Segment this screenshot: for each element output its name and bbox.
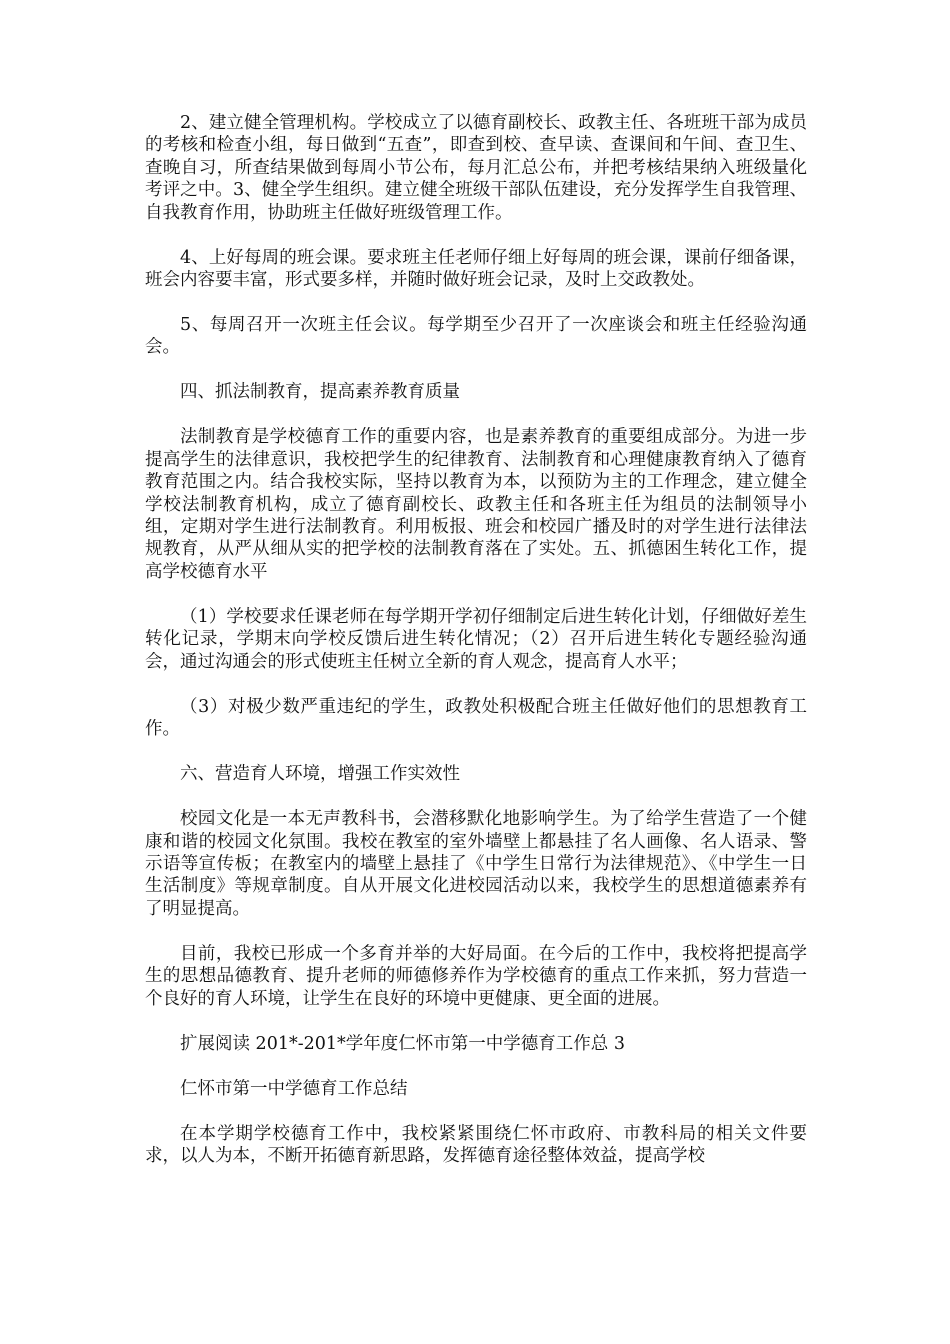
paragraph-conclusion: 目前，我校已形成一个多育并举的大好局面。在今后的工作中，我校将把提高学生的思想品德教育、提升老师的师德修养作为学校德育的重点工作来抓，努力营造一个良好的育人环境，让学生在良好的环境中更健康、更全面的进展。 <box>145 943 807 1009</box>
paragraph-report-intro: 在本学期学校德育工作中，我校紧紧围绕仁怀市政府、市教科局的相关文件要求，以人为本，不断开拓德育新思路，发挥德育途径整体效益，提高学校 <box>145 1123 807 1166</box>
paragraph-management-organization: 2、建立健全管理机构。学校成立了以德育副校长、政教主任、各班班干部为成员的考核和检查小组，每日做到“五查”，即查到校、查早读、查课间和午间、查卫生、查晚自习，所查结果做到每周小节公布，每月汇总公布，并把考核结果纳入班级量化考评之中。3、健全学生组织。建立健全班级干部队伍建设，充分发挥学生自我管理、自我教育作用，协助班主任做好班级管理工作。 <box>145 113 807 223</box>
paragraph-legal-education: 法制教育是学校德育工作的重要内容，也是素养教育的重要组成部分。为进一步提高学生的法律意识，我校把学生的纪律教育、法制教育和心理健康教育纳入了德育教育范围之内。结合我校实际，坚持以教育为本，以预防为主的工作理念，建立健全学校法制教育机构，成立了德育副校长、政教主任和各班主任为组员的法制领导小组，定期对学生进行法制教育。利用板报、班会和校园广播及时的对学生进行法律法规教育，从严从细从实的把学校的法制教育落在了实处。五、抓德困生转化工作，提高学校德育水平 <box>145 427 807 582</box>
paragraph-student-transformation: （1）学校要求任课老师在每学期开学初仔细制定后进生转化计划，仔细做好差生转化记录，学期末向学校反馈后进生转化情况；（2）召开后进生转化专题经验沟通会，通过沟通会的形式使班主任树立全新的育人观念，提高育人水平； <box>145 606 807 672</box>
paragraph-discipline: （3）对极少数严重违纪的学生，政教处积极配合班主任做好他们的思想教育工作。 <box>145 696 807 740</box>
extended-reading-heading: 扩展阅读 201*-201*学年度仁怀市第一中学德育工作总 3 <box>180 1033 625 1054</box>
document-body <box>145 112 807 1190</box>
section-heading-legal-education: 四、抓法制教育，提高素养教育质量 <box>180 382 460 403</box>
section-heading-environment: 六、营造育人环境，增强工作实效性 <box>180 764 460 785</box>
paragraph-teacher-meeting: 5、每周召开一次班主任会议。每学期至少召开了一次座谈会和班主任经验沟通会。 <box>145 315 807 358</box>
report-title: 仁怀市第一中学德育工作总结 <box>180 1078 408 1099</box>
paragraph-class-meeting: 4、上好每周的班会课。要求班主任老师仔细上好每周的班会课，课前仔细备课，班会内容要丰富，形式要多样，并随时做好班会记录，及时上交政教处。 <box>145 247 807 291</box>
paragraph-campus-culture: 校园文化是一本无声教科书，会潜移默化地影响学生。为了给学生营造了一个健康和谐的校园文化氛围。我校在教室的室外墙壁上都悬挂了名人画像、名人语录、警示语等宣传板；在教室内的墙壁上悬挂了《中学生日常行为法律规范》、《中学生一日生活制度》等规章制度。自从开展文化进校园活动以来，我校学生的思想道德素养有了明显提高。 <box>145 809 807 919</box>
